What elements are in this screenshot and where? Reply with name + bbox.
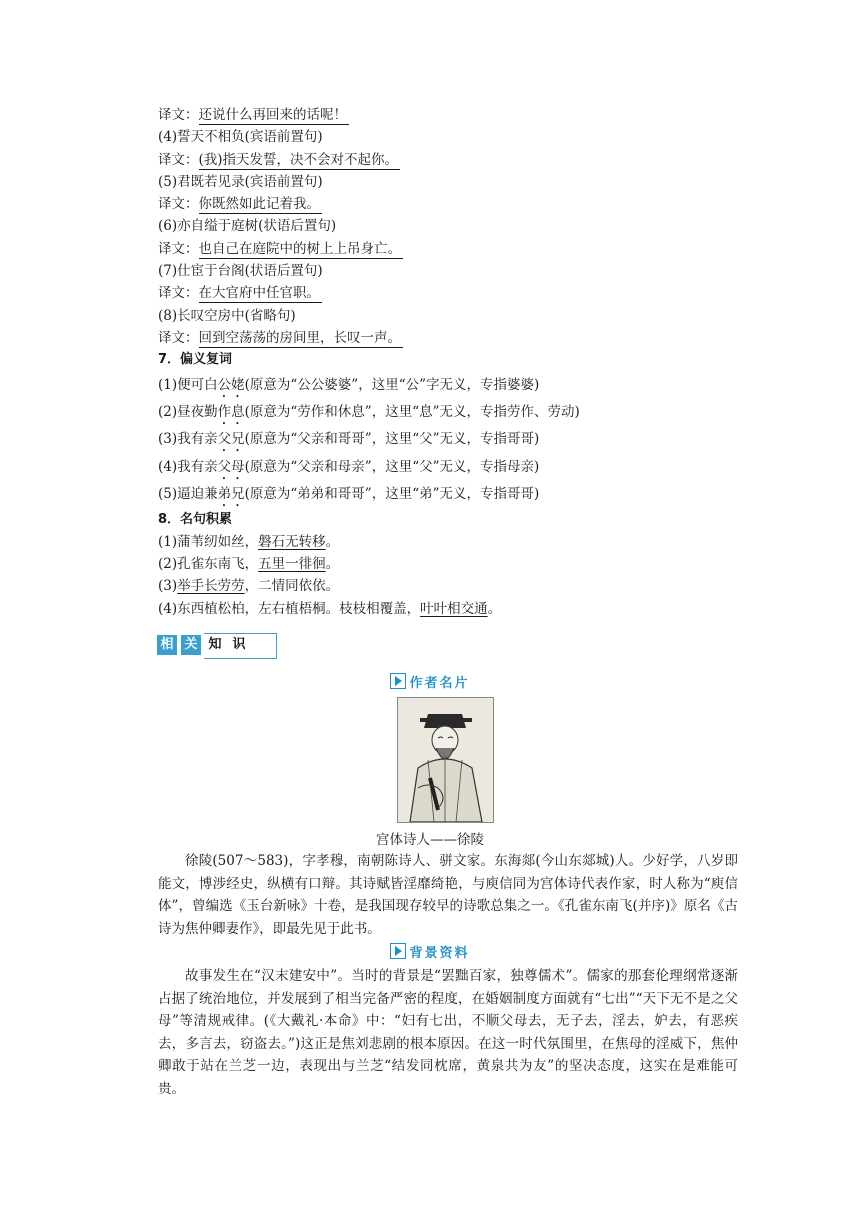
sentence-line: (8)长叹空房中(省略句) xyxy=(158,307,296,324)
translation-line xyxy=(158,282,738,304)
list-item xyxy=(158,481,738,508)
related-knowledge-banner xyxy=(157,633,277,659)
play-icon xyxy=(390,673,406,689)
translation-line xyxy=(158,104,738,126)
tag-label: 背景资料 xyxy=(409,946,470,961)
translation-line xyxy=(158,238,738,260)
portrait-image xyxy=(397,697,494,823)
answer: 在大官府中任官职。 xyxy=(198,285,320,302)
answer: 也自己在庭院中的树上上吊身亡。 xyxy=(198,240,401,257)
banner-char: 关 xyxy=(181,635,201,655)
label: 译文： xyxy=(158,196,199,213)
translation-line xyxy=(158,193,738,215)
tag-label: 作者名片 xyxy=(409,676,470,691)
sentence-line: (7)仕宦于台阁(状语后置句) xyxy=(158,263,323,280)
list-item xyxy=(158,426,738,453)
emphasis-word: 父兄 xyxy=(217,431,245,448)
item-note: (原意为“弟弟和哥哥”，这里“弟”无义，专指哥哥) xyxy=(244,486,540,503)
banner-char: 知 xyxy=(205,635,225,655)
list-item xyxy=(158,575,738,597)
list-item xyxy=(158,531,738,553)
label: 译文： xyxy=(158,151,199,168)
item-text: (1)便可白 xyxy=(158,376,218,393)
sentence-line: (6)亦自缢于庭树(状语后置句) xyxy=(158,218,337,235)
list-item xyxy=(158,372,738,399)
author-paragraph: 徐陵(507～583)，字孝穆，南朝陈诗人、骈文家。东海郯(今山东郯城)人。少好学，八岁即能文，博涉经史，纵横有口辩。其诗赋皆淫靡绮艳，与庾信同为宫体诗代表作家，时人称为“庾信体”，曾编选《玉台新咏》十卷，是我国现存较早的诗歌总集之一。《孔雀东南飞(并序)》原名《古诗为焦仲卿妻作》，即最先见于此书。 xyxy=(158,853,738,937)
item-text: (4)东西植松柏，左右植梧桐。枝枝相覆盖， xyxy=(158,600,421,617)
emphasis-word: 作息 xyxy=(217,403,245,420)
answer: 举手长劳劳 xyxy=(177,578,245,595)
answer: 叶叶相交通 xyxy=(420,600,488,617)
label: 译文： xyxy=(158,107,199,123)
item-note: (原意为“父亲和哥哥”，这里“父”无义，专指哥哥) xyxy=(244,431,540,448)
item-text: ，二情同依依。 xyxy=(244,578,340,595)
answer: 还说什么再回来的话呢！ xyxy=(198,107,347,123)
item-text: (3) xyxy=(158,578,178,595)
answer: 五里一徘徊 xyxy=(258,556,326,573)
item-note: (原意为“公公婆婆”，这里“公”字无义，专指婆婆) xyxy=(244,376,540,393)
answer: (我)指天发誓，决不会对不起你。 xyxy=(198,151,399,168)
list-item xyxy=(158,399,738,426)
portrait-illustration xyxy=(398,698,493,822)
banner-char: 相 xyxy=(157,635,177,655)
background-tag xyxy=(0,942,860,961)
label: 译文： xyxy=(158,329,199,346)
list-item xyxy=(158,454,738,481)
banner-frame xyxy=(204,633,277,659)
exercise-block xyxy=(158,104,738,620)
emphasis-word: 弟兄 xyxy=(217,486,245,503)
item-text: (2)孔雀东南飞， xyxy=(158,556,259,573)
translation-line xyxy=(158,327,738,349)
item-note: (原意为“父亲和母亲”，这里“父”无义，专指母亲) xyxy=(244,458,540,475)
section-heading: 8．名句积累 xyxy=(158,511,233,527)
sentence-line: (4)誓天不相负(宾语前置句) xyxy=(158,129,323,146)
answer: 回到空荡荡的房间里，长叹一声。 xyxy=(198,329,401,346)
item-note: (原意为“劳作和休息”，这里“息”无义，专指劳作、劳动) xyxy=(244,403,580,420)
item-text: (3)我有亲 xyxy=(158,431,218,448)
list-item xyxy=(158,598,738,620)
author-card-tag xyxy=(0,672,860,691)
item-text: (5)逼迫兼 xyxy=(158,486,218,503)
item-text: (4)我有亲 xyxy=(158,458,218,475)
item-text: (2)昼夜勤 xyxy=(158,403,218,420)
answer: 你既然如此记着我。 xyxy=(198,196,320,213)
item-text: (1)蒲苇纫如丝， xyxy=(158,533,259,550)
label: 译文： xyxy=(158,285,199,302)
list-item xyxy=(158,553,738,575)
item-text: 。 xyxy=(325,533,340,550)
play-icon xyxy=(390,943,406,959)
translation-line xyxy=(158,149,738,171)
emphasis-word: 父母 xyxy=(217,458,245,475)
section-heading: 7．偏义复词 xyxy=(158,352,233,368)
answer: 磐石无转移 xyxy=(258,533,326,550)
label: 译文： xyxy=(158,240,199,257)
banner-char: 识 xyxy=(229,635,249,655)
emphasis-word: 公姥 xyxy=(217,376,245,393)
item-text: 。 xyxy=(487,600,502,617)
sentence-line: (5)君既若见录(宾语前置句) xyxy=(158,173,323,190)
background-paragraph: 故事发生在“汉末建安中”。当时的背景是“罢黜百家，独尊儒术”。儒家的那套伦理纲常逐渐占据了统治地位，并发展到了相当完备严密的程度，在婚姻制度方面就有“七出”“天下无不是之父母”等清规戒律。(《大戴礼·本命》中：“妇有七出，不顺父母去，无子去，淫去，妒去，有恶疾去，多言去，窃盗去。”)这正是焦刘悲剧的根本原因。在这一时代氛围里，在焦母的淫威下，焦仲卿敢于站在兰芝一边，表现出与兰芝“结发同枕席，黄泉共为友”的坚决态度，这实在是难能可贵。 xyxy=(158,968,738,1097)
item-text: 。 xyxy=(325,556,340,573)
portrait-caption: 宫体诗人——徐陵 xyxy=(376,832,484,848)
